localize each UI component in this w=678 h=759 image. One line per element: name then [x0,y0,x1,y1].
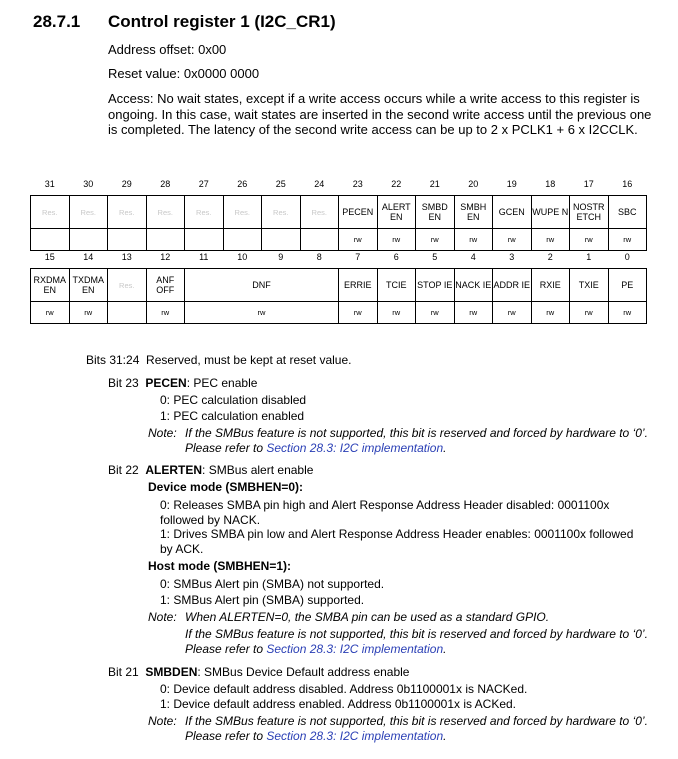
field-access: rw [531,229,570,251]
bit-index: 25 [275,179,286,189]
device-mode-option-1-line1: 1: Drives SMBA pin low and Alert Response Address Header enables: 0001100x followed [160,527,634,541]
bit-index: 29 [121,179,132,189]
field-name: ANF OFF [156,275,175,295]
bit-index: 16 [622,179,633,189]
field-name: Res. [119,207,135,217]
field-name: SBC [617,207,637,217]
address-offset: Address offset: 0x00 [108,42,227,57]
bit-21-option-1: 1: Device default address enabled. Address 0b1100001x is ACKed. [160,697,517,711]
register-field [416,196,455,229]
field-name: SMBD EN [421,202,448,222]
bits-31-24-text: Reserved, must be kept at reset value. [146,353,352,367]
field-access: rw [339,229,378,251]
section-title: Control register 1 (I2C_CR1) [108,12,336,31]
field-name: Res. [273,207,289,217]
bit-index: 18 [545,179,556,189]
register-field [339,196,378,229]
register-field [608,196,647,229]
bit-21-note-label: Note: [148,714,177,728]
field-access: rw [416,302,455,324]
bit-index: 2 [547,252,553,262]
register-field [185,269,339,302]
field-name: SMBH EN [460,202,487,222]
bits-31-24-label: Bits 31:24 [86,353,140,367]
bit-index: 28 [160,179,171,189]
field-name: ALERT EN [381,202,411,222]
field-name: PE [621,280,634,290]
bit-index: 30 [83,179,94,189]
bit-22-note-line3: Please refer to Section 28.3: I2C implementation. [185,642,447,656]
bit-23-desc: : PEC enable [186,376,258,390]
field-access: rw [531,302,570,324]
bit-index: 8 [316,252,322,262]
field-name: PECEN [342,207,374,217]
field-name: Res. [42,207,58,217]
bit-21-heading [108,665,409,680]
field-access: rw [608,302,647,324]
bit-index: 24 [314,179,325,189]
field-name: Res. [119,280,135,290]
bit-21-label: Bit 21 [108,665,139,679]
bit-21-note-line2: Please refer to Section 28.3: I2C implementation. [185,729,447,743]
bit-index: 31 [44,179,55,189]
field-name: TXDMA EN [72,275,104,295]
bits-31-24-row [86,353,351,368]
register-field [69,269,108,302]
device-mode-option-0-line2: followed by NACK. [160,513,261,527]
bit-22-note-label: Note: [148,610,177,624]
reserved-field [185,196,224,229]
bit-index: 23 [352,179,363,189]
host-mode-option-0: 0: SMBus Alert pin (SMBA) not supported. [160,577,385,591]
bit-index: 3 [509,252,515,262]
field-access: rw [416,229,455,251]
field-name: RXIE [539,280,561,290]
field-access: rw [608,229,647,251]
bit-23-note-label: Note: [148,426,177,440]
field-access: rw [570,302,609,324]
reserved-field [31,196,70,229]
field-name: WUPE N [532,207,569,217]
register-field [531,269,570,302]
register-field [493,196,532,229]
bit-23-note-line1: If the SMBus feature is not supported, this bit is reserved and forced by hardware to ‘0’. [185,426,648,440]
reserved-field [108,269,147,302]
field-name: Res. [196,207,212,217]
bit-21-desc: : SMBus Device Default address enable [197,665,410,679]
bit-23-name: PECEN [145,376,187,390]
register-field [531,196,570,229]
field-name: TCIE [385,280,407,290]
field-access: rw [570,229,609,251]
bit-23-label: Bit 23 [108,376,139,390]
bit-index: 15 [44,252,55,262]
bit-23-option-0: 0: PEC calculation disabled [160,393,307,407]
device-mode-option-1-line2: by ACK. [160,542,204,556]
bit-23-heading [108,376,257,391]
bit-index: 13 [121,252,132,262]
bit-index: 5 [432,252,438,262]
field-name: RXDMA EN [33,275,66,295]
field-name: Res. [311,207,327,217]
device-mode-heading: Device mode (SMBHEN=0): [148,480,304,494]
bit-index: 11 [199,252,209,262]
bit-21-note-line1: If the SMBus feature is not supported, this bit is reserved and forced by hardware to ‘0’. [185,714,648,728]
bit-index: 12 [160,252,171,262]
register-lower-half [30,246,647,324]
register-upper-half [30,173,647,251]
reserved-field [69,196,108,229]
section-link[interactable]: Section 28.3: I2C implementation [266,441,444,455]
reserved-field [146,196,185,229]
reset-value: Reset value: 0x0000 0000 [108,66,260,81]
bit-22-note-line2: If the SMBus feature is not supported, this bit is reserved and forced by hardware to ‘0’. [185,627,648,641]
field-access: rw [377,302,416,324]
bit-index: 4 [470,252,476,262]
register-field [454,269,493,302]
register-field [339,269,378,302]
bit-index: 21 [429,179,440,189]
field-access: rw [493,229,532,251]
access-description: Access: No wait states, except if a write access occurs while a write access to this register is ongoing. In this case, wait states are inserted in the second write access until the previous one is completed. The latency of the second write access can be up to 2 x PCLK1 + 6 x I2CCLK. [108,91,652,137]
bit-index: 7 [355,252,361,262]
register-field [377,269,416,302]
bit-23-option-1: 1: PEC calculation enabled [160,409,305,423]
bit-index: 22 [391,179,402,189]
field-name: Res. [157,207,173,217]
field-name: ADDR IE [493,280,530,290]
register-field [608,269,647,302]
bit-21-option-0: 0: Device default address disabled. Address 0b1100001x is NACKed. [160,682,528,696]
bit-index: 6 [393,252,399,262]
register-field [416,269,455,302]
bit-22-label: Bit 22 [108,463,139,477]
field-access: rw [377,229,416,251]
bit-22-note-line1: When ALERTEN=0, the SMBA pin can be used as a standard GPIO. [185,610,550,624]
register-field [146,269,185,302]
bit-22-heading [108,463,313,478]
field-access: rw [69,302,108,324]
field-name: STOP IE [417,280,453,290]
field-name: NACK IE [455,280,492,290]
field-name: NOSTR ETCH [573,202,605,222]
host-mode-heading: Host mode (SMBHEN=1): [148,559,292,573]
reserved-field [223,196,262,229]
register-field [377,196,416,229]
register-field [570,269,609,302]
section-link[interactable]: Section 28.3: I2C implementation [266,729,444,743]
bit-index: 26 [237,179,248,189]
reserved-field [108,196,147,229]
section-number: 28.7.1 [33,12,81,31]
field-access: rw [454,302,493,324]
field-name: Res. [234,207,250,217]
bit-index: 27 [198,179,209,189]
section-link[interactable]: Section 28.3: I2C implementation [266,642,444,656]
field-name: Res. [80,207,96,217]
bit-index: 1 [586,252,592,262]
field-access: rw [454,229,493,251]
bit-index: 9 [278,252,284,262]
field-access: rw [339,302,378,324]
register-field [454,196,493,229]
bit-index: 20 [468,179,479,189]
bit-21-name: SMBDEN [145,665,198,679]
host-mode-option-1: 1: SMBus Alert pin (SMBA) supported. [160,593,365,607]
bit-index: 14 [83,252,94,262]
field-access: rw [493,302,532,324]
bit-22-desc: : SMBus alert enable [202,463,314,477]
register-field [31,269,70,302]
register-field [493,269,532,302]
device-mode-option-0-line1: 0: Releases SMBA pin high and Alert Response Address Header disabled: 0001100x [160,498,610,512]
reserved-field [262,196,301,229]
bit-index: 19 [506,179,517,189]
reserved-field [300,196,339,229]
field-access: rw [31,302,70,324]
bit-index: 0 [624,252,630,262]
bit-index: 10 [237,252,248,262]
register-field [570,196,609,229]
bit-23-note-line2: Please refer to Section 28.3: I2C implementation. [185,441,447,455]
field-access: rw [146,302,185,324]
field-name: ERRIE [343,280,372,290]
bit-index: 17 [583,179,594,189]
field-access [108,302,147,324]
field-name: DNF [252,280,271,290]
field-name: GCEN [498,207,525,217]
bit-22-name: ALERTEN [145,463,203,477]
field-access: rw [185,302,339,324]
field-name: TXIE [578,280,599,290]
